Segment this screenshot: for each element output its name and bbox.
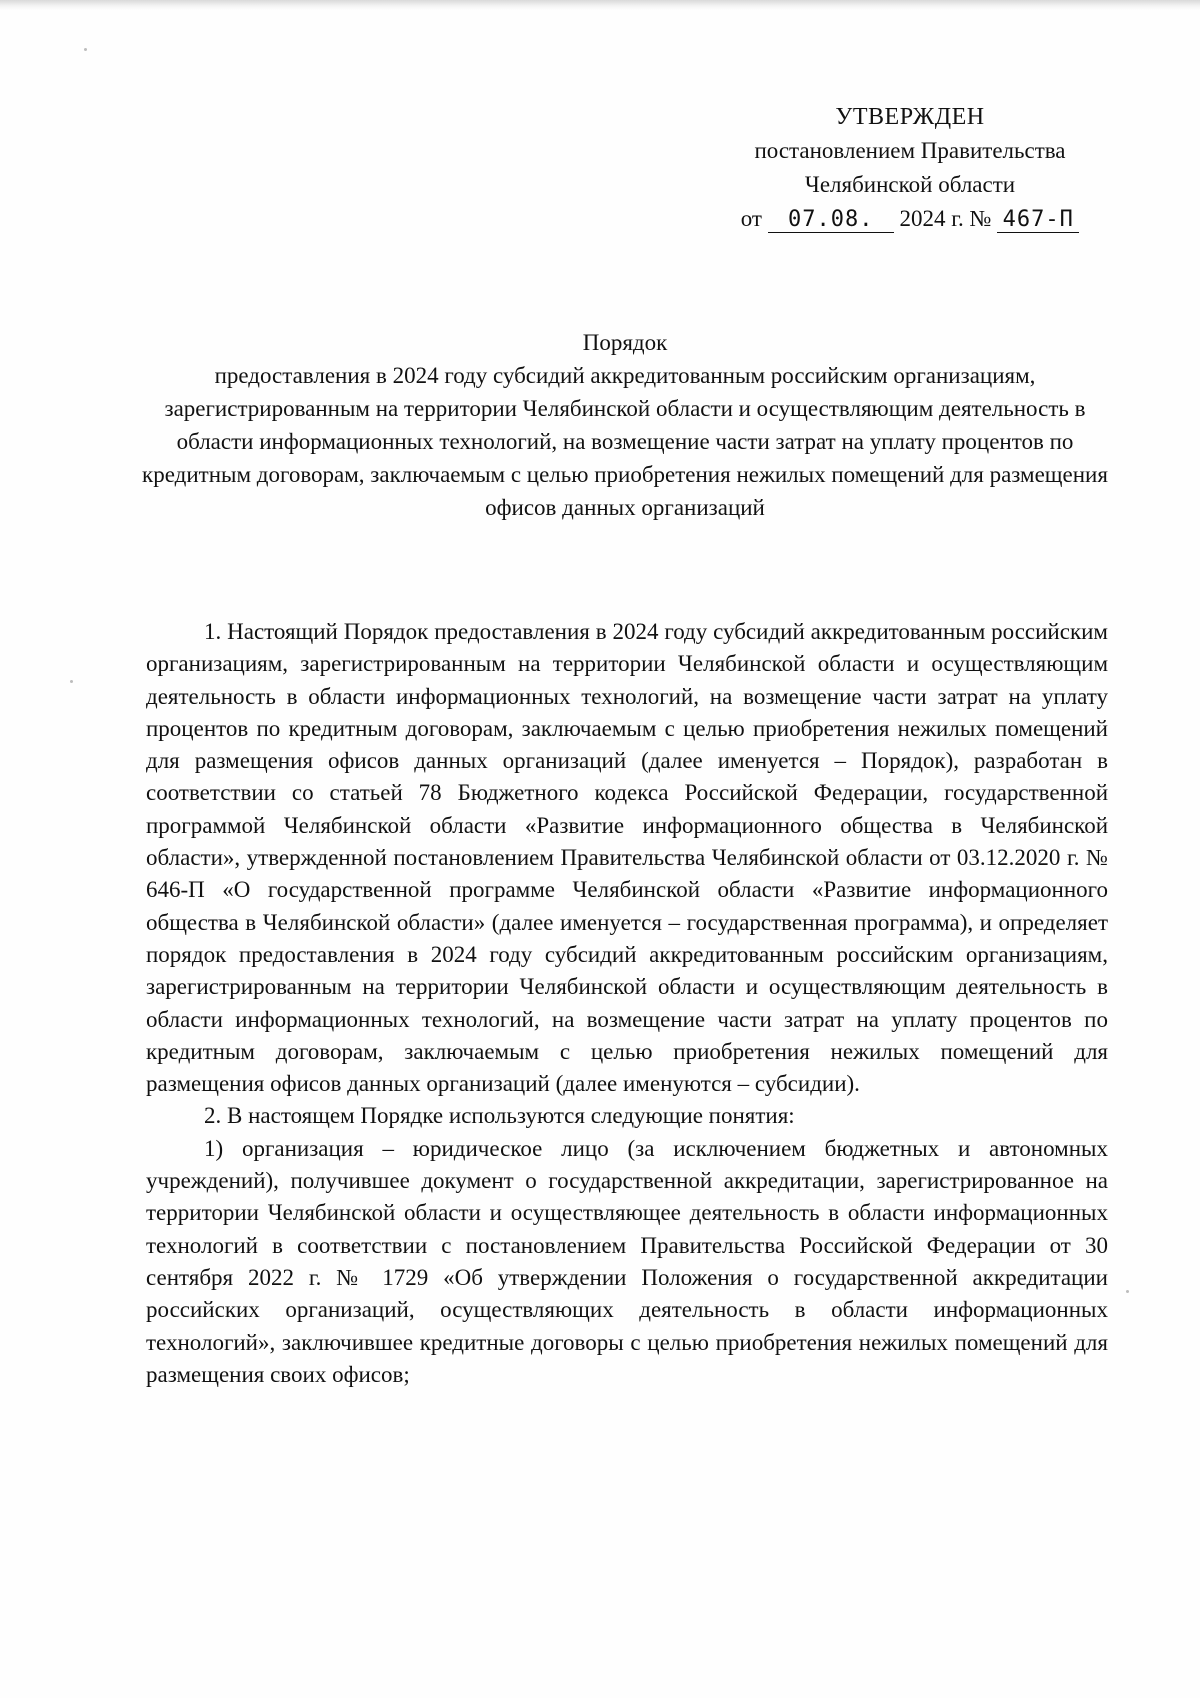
document-title: Порядок	[582, 330, 668, 355]
scan-speck	[84, 48, 87, 51]
approval-title: УТВЕРЖДЕН	[835, 104, 985, 130]
scan-edge	[0, 0, 1200, 10]
year-text: 2024 г. №	[899, 206, 992, 231]
paragraph-2: 2. В настоящем Порядке используются следующие понятия:	[204, 1103, 795, 1129]
date-prefix: от	[740, 206, 762, 231]
date-value: 07.08.	[768, 208, 894, 233]
approval-line-1: постановлением Правительства	[754, 138, 1066, 163]
approval-stamp-block	[700, 100, 1120, 236]
document-body	[146, 616, 1108, 1391]
scan-speck	[70, 680, 73, 683]
approval-date-line	[700, 202, 1120, 236]
document-subtitle: предоставления в 2024 году субсидий аккредитованным российским организациям, зарегистрированным на территории Челябинской области и осуществляющим деятельность в области информационных технологий, на возмещение части затрат на уплату процентов по кредитным договорам, заключаемым с целью приобретения нежилых помещений для размещения офисов данных организаций	[142, 363, 1108, 520]
approval-line-2: Челябинской области	[804, 172, 1016, 197]
paragraph-3: 1) организация – юридическое лицо (за исключением бюджетных и автономных учреждений), получившее документ о государственной аккредитации, зарегистрированное на территории Челябинской области и осуществляющее деятельность в области информационных технологий в соответствии с постановлением Правительства Российской Федерации от 30 сентября 2022 г. № 1729 «Об утверждении Положения о государственной аккредитации российских организаций, осуществляющих деятельность в области информационных технологий», заключившее кредитные договоры с целью приобретения нежилых помещений для размещения своих офисов;	[146, 1135, 1108, 1387]
paragraph-1: 1. Настоящий Порядок предоставления в 2024 году субсидий аккредитованным российским организациям, зарегистрированным на территории Челябинской области и осуществляющим деятельность в области информационных технологий, на возмещение части затрат на уплату процентов по кредитным договорам, заключаемым с целью приобретения нежилых помещений для размещения офисов данных организаций (далее именуется – Порядок), разработан в соответствии со статьей 78 Бюджетного кодекса Российской Федерации, государственной программой Челябинской области «Развитие информационного общества в Челябинской области», утвержденной постановлением Правительства Челябинской области от 03.12.2020 г. № 646-П «О государственной программе Челябинской области «Развитие информационного общества в Челябинской области» (далее именуется – государственная программа), и определяет порядок предоставления в 2024 году субсидий аккредитованным российским организациям, зарегистрированным на территории Челябинской области и осуществляющим деятельность в области информационных технологий, на возмещение части затрат на уплату процентов по кредитным договорам, заключаемым с целью приобретения нежилых помещений для размещения офисов данных организаций (далее именуются – субсидии).	[146, 619, 1108, 1097]
document-header	[140, 326, 1110, 524]
scan-speck	[1126, 1290, 1129, 1293]
decree-number: 467-П	[997, 208, 1079, 233]
